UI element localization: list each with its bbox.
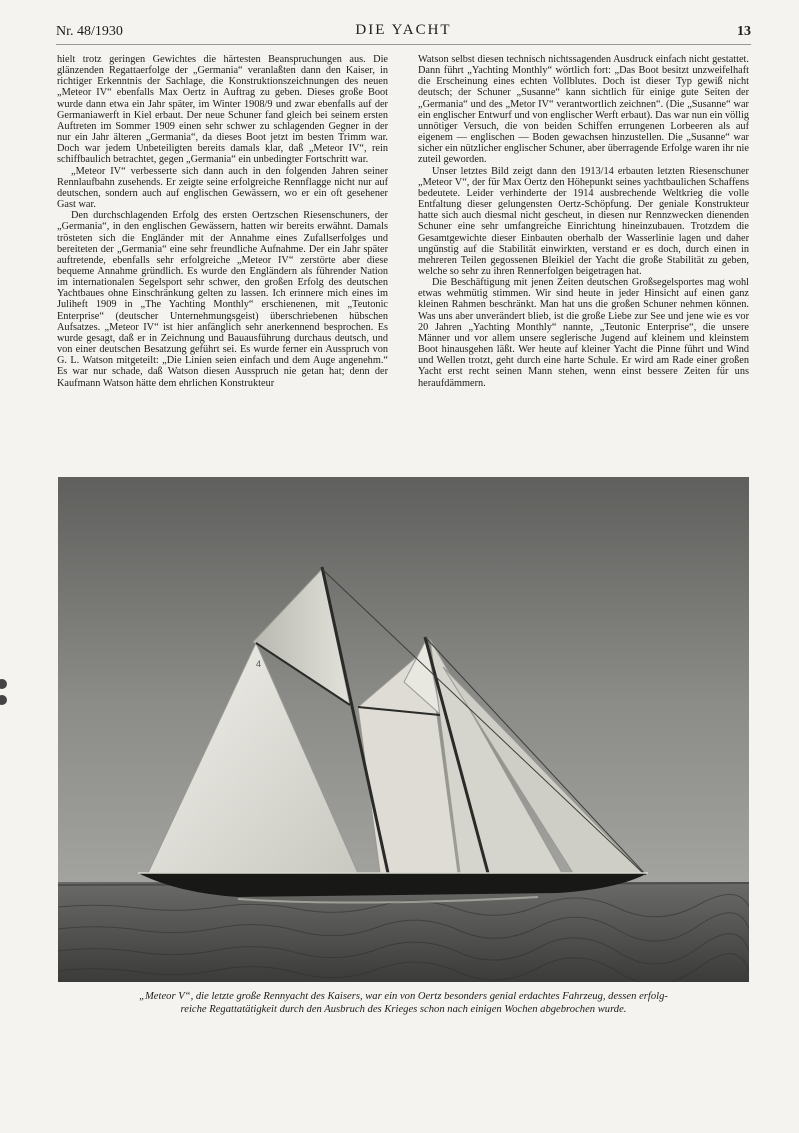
schooner-photograph: [58, 477, 749, 982]
right-text-column: [418, 54, 749, 464]
left-paragraph-2: „Meteor IV“ verbesserte sich dann auch in den folgenden Jahren seiner Rennlaufbahn zusehends. Er zeigte seine erfolgreiche Rennflagge nicht nur auf deutschen, sondern auch auf englischen Gewässern, wo er ein oft gesehener Gast war.: [57, 165, 388, 211]
sail-number: 4: [256, 659, 262, 669]
page-number: 13: [737, 24, 751, 39]
photo-caption: [58, 990, 749, 1016]
caption-line-1: „Meteor V“, die letzte große Rennyacht des Kaisers, war ein von Oertz besonders genial erdachtes Fahrzeug, dessen erfolg-: [139, 991, 668, 1002]
right-paragraph-2: Unser letztes Bild zeigt dann den 1913/14 erbauten letzten Riesenschuner „Meteor V“, der für Max Oertz den Höhepunkt seines yachtbaulichen Schaffens bedeutete. Leider verhinderte der 1914 ausbrechende Weltkrieg die volle Entfaltung dieser gelungensten Oertz-Schöpfung. Der geniale Konstrukteur hatte sich auch diesmal nicht gescheut, in diesen nur Rennzwecken dienenden Schuner eine sehr umfangreiche Einrichtung hineinzubauen. Trotzdem die Gesamtgewichte dieser Einbauten oberhalb der Wasserlinie lagen und daher ungünstig auf die Stabilität einwirkten, verstand er es doch, durch einen in mehreren Teilen gegossenen Bleikiel der Yacht die große Stabilität zu geben, welche so sehr zu ihren Rennerfolgen beigetragen hat.: [418, 165, 749, 277]
issue-number: Nr. 48/1930: [56, 24, 123, 39]
left-paragraph-3: Den durchschlagenden Erfolg des ersten Oertzschen Riesenschuners, der „Germania“, in den englischen Gewässern, hatten wir bereits erwähnt. Damals trösteten sich die Engländer mit der Annahme eines Zufallserfolges und bereiteten der „Germania“ eine sehr freundliche Aufnahme. Der ein Jahr später auftretende, ebenfalls sehr erfolgreiche „Meteor IV“ zerstörte aber diese bequeme Annahme gründlich. Es wurde den Engländern als führender Nation im internationalen Segelsport sehr schwer, den großen Erfolg des deutschen Yachtbaues ohne Einschränkung gelten zu lassen. Ich erinnere mich eines im Juliheft 1909 in „The Yachting Monthly“ erschienenen, mit „Teutonic Enterprise“ (deutscher Unternehmungsgeist) überschriebenen hübschen Aufsatzes. „Meteor IV“ ist hier anfänglich sehr anerkennend besprochen. Es wurde gesagt, daß er in Zeichnung und Bauausführung durchaus deutsch, und von einer deutschen Besatzung geführt sei. Es wurde ferner ein Ausspruch von G. L. Watson mitgeteilt: „Die Linien seien einfach und dem Auge angenehm.“ Es war nur schade, daß Watson diesen Ausspruch nie getan hat; denn der Kaufmann Watson hätte dem ehrlichen Konstrukteur: [57, 210, 388, 389]
page-header: [56, 22, 751, 44]
left-paragraph-1: hielt trotz geringen Gewichtes die härtesten Beanspruchungen aus. Die glänzenden Regattaerfolge der „Germania“ veranlaßten dann den Kaiser, in richtiger Erkenntnis der Sachlage, die Konstruktionszeichnungen des neuen „Meteor IV“ ebenfalls Max Oertz in Auftrag zu geben. Dieses große Boot wurde dann etwa ein Jahr später, im Winter 1908/9 und zwar ebenfalls auf der Germaniawerft in Kiel erbaut. Der neue Schuner fand gleich bei seinem ersten Auftreten im Sommer 1909 einen sehr schwer zu schlagenden Gegner in der nur ein Jahr älteren „Germania“, da dieses Boot jetzt im besten Trimm war. Doch war jedem Unbeteiligten bereits damals klar, daß „Meteor IV“, rein schiffbaulich betrachtet, gegen „Germania“ ein unbedingter Fortschritt war.: [57, 54, 388, 166]
magazine-title: DIE YACHT: [355, 22, 452, 38]
scan-binding-mark: [0, 676, 10, 708]
left-text-column: [57, 54, 388, 464]
right-paragraph-1: Watson selbst diesen technisch nichtssagenden Ausdruck einfach nicht gestattet. Dann führt „Yachting Monthly“ wörtlich fort: „Das Boot besitzt unzweifelhaft die Erscheinung eines echten Vollblutes. Doch ist dieser Typ gewiß nicht deutsch; der Schuner „Susanne“ kann sichtlich für einige gute Seiten der „Germania“ und des „Metor IV“ verantwortlich zeichnen“. (Die „Susanne“ war ein englischer Entwurf und von englischer Werft erbaut). Das war nun ein völlig unnötiger Versuch, die von beiden Schiffen errungenen Lorbeeren als auf eigenem — englischen — Boden gewachsen hinzustellen. Die „Susanne“ war sicher ein nützlicher englischer Schuner, aber überragende Erfolge waren ihr nie zuteil geworden.: [418, 54, 749, 166]
header-rule: [56, 44, 751, 45]
right-paragraph-3: Die Beschäftigung mit jenen Zeiten deutschen Großsegelsportes mag wohl etwas wehmütig stimmen. Wir sind heute in jeder Hinsicht auf einen ganz kleinen Rahmen beschränkt. Man hat uns die großen Schuner nehmen können. Was uns aber unverändert blieb, ist die große Liebe zur See und jene wie es vor 20 Jahren „Yachting Monthly“ nannte, „Teutonic Enterprise“, die unsere Männer und vor allem unsere seglerische Jugend auf kleinem und kleinstem Boot hinausgehen läßt. Wer heute auf kleiner Yacht die Pinne führt und Wind und Wellen trotzt, geht durch eine harte Schule. Er wird am Rade einer großen Yacht erst recht seinen Mann stehen, wenn einst bessere Zeiten für uns heraufdämmern.: [418, 277, 749, 389]
caption-line-2: reiche Regattatätigkeit durch den Ausbruch des Krieges schon nach einigen Wochen abgebrochen wurde.: [180, 1004, 627, 1015]
